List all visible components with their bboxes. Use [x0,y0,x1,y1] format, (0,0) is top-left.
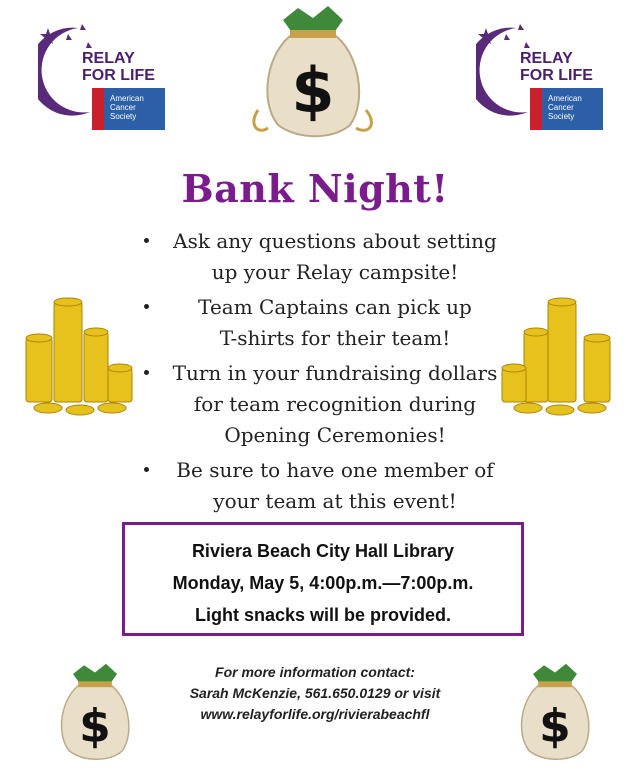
logo-org: American Cancer Society [530,88,603,130]
contact-heading: For more information contact: [215,664,415,680]
bullet-icon [144,370,149,375]
money-bag-icon [40,650,150,775]
money-bag-icon [238,0,388,145]
list-item-text: Team Captains can pick up T-shirts for their team! [198,295,472,350]
money-bag-icon [500,650,610,775]
page-title: Bank Night! [181,166,449,211]
event-location: Riviera Beach City Hall Library [191,541,455,561]
list-item [140,226,512,288]
caduceus-icon [92,88,104,130]
logo-name: RELAY FOR LIFE [82,50,155,84]
list-item [140,455,512,517]
gold-coins-icon [498,292,620,422]
svg-text:$: $ [79,699,111,753]
list-item-text: Ask any questions about setting up your Relay campsite! [173,229,497,284]
event-note: Light snacks will be provided. [194,605,452,625]
list-item-text: Turn in your fundraising dollars for team recognition during Opening Ceremonies! [172,361,498,447]
svg-text:$: $ [291,54,335,127]
logo-org: American Cancer Society [92,88,165,130]
list-item-text: Be sure to have one member of your team at this event! [176,458,494,513]
bullet-icon [144,467,149,472]
relay-for-life-logo-left [38,14,163,124]
list-item [140,292,512,354]
caduceus-icon [530,88,542,130]
relay-for-life-logo-right [476,14,601,124]
contact-line: Sarah McKenzie, 561.650.0129 or visit [189,685,441,701]
event-details-box [122,522,524,636]
contact-url[interactable]: www.relayforlife.org/rivierabeachfl [200,706,430,722]
event-datetime: Monday, May 5, 4:00p.m.—7:00p.m. [172,573,474,593]
contact-info [150,662,480,725]
bullet-icon [144,304,149,309]
gold-coins-icon [18,292,140,422]
bullet-icon [144,238,149,243]
list-item [140,358,512,451]
info-list [140,226,512,521]
svg-text:$: $ [539,699,571,753]
logo-name: RELAY FOR LIFE [520,50,593,84]
